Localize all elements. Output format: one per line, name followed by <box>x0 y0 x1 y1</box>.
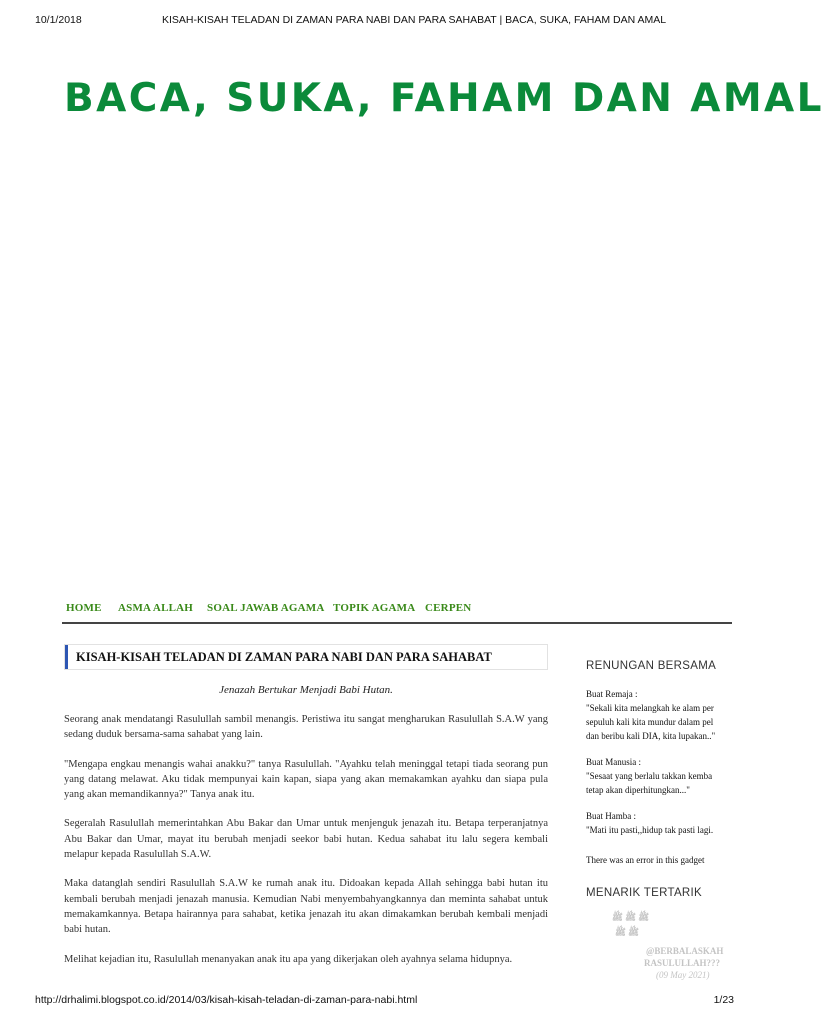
nav-cerpen[interactable]: CERPEN <box>425 602 472 614</box>
nav-topik-agama[interactable]: TOPIK AGAMA <box>333 602 416 614</box>
print-footer <box>0 994 768 1012</box>
nav-soal-jawab-agama[interactable]: SOAL JAWAB AGAMA <box>207 602 325 614</box>
sidebar-heading-menarik: MENARIK TERTARIK <box>586 887 702 899</box>
post-paragraph: Maka datanglah sendiri Rasulullah S.A.W ke rumah anak itu. Didoakan kepada Allah sehingga babi hutan itu kembali berubah menjadi jenazah manusia. Kemudian Nabi menyembahyangkannya dan meminta sahabat untuk memakamkannya. Betapa hairannya para sahabat, ketika jenazah itu akan dimakamkan berubah kembali menjadi babi hutan. <box>64 878 548 936</box>
nav-asma-allah[interactable]: ASMA ALLAH <box>118 602 194 614</box>
post-title-accent-bar <box>65 645 68 669</box>
renungan-quote-line: tetap akan diperhitungkan..." <box>586 785 690 795</box>
print-header <box>0 14 768 32</box>
print-url: http://drhalimi.blogspot.co.id/2014/03/kisah-kisah-teladan-di-zaman-para-nabi.html <box>35 994 418 1006</box>
main-nav <box>62 602 732 624</box>
blog-title[interactable]: BACA, SUKA, FAHAM DAN AMAL <box>64 76 824 121</box>
renungan-item <box>586 755 738 797</box>
renungan-item <box>586 687 738 743</box>
sidebar-heading-renungan: RENUNGAN BERSAMA <box>586 660 717 672</box>
gadget-error-text: There was an error in this gadget <box>586 855 705 865</box>
sidebar <box>586 660 738 899</box>
faded-line: ﷺ ﷺ <box>615 927 639 937</box>
post-paragraph: Segeralah Rasulullah memerintahkan Abu Bakar dan Umar untuk menjenguk jenazah itu. Betapa terperanjatnya Abu Bakar dan Umar, mayat itu berubah menjadi seekor babi hutan. Kedua sahabat itu lalu segera kembali melapur kepada Rasulullah S.A.W. <box>64 818 548 861</box>
renungan-label: Buat Hamba : <box>586 811 636 821</box>
post-subtitle: Jenazah Bertukar Menjadi Babi Hutan. <box>219 684 393 696</box>
post-title[interactable]: KISAH-KISAH TELADAN DI ZAMAN PARA NABI DAN PARA SAHABAT <box>76 650 492 664</box>
renungan-quote-line: "Sesaat yang berlalu takkan kemba <box>586 771 713 781</box>
renungan-quote-line: sepuluh kali kita mundur dalam pel <box>586 717 714 727</box>
post-body <box>64 712 548 981</box>
faded-line: ﷺ ﷺ ﷺ <box>612 912 650 922</box>
renungan-label: Buat Manusia : <box>586 757 641 767</box>
post-paragraph: "Mengapa engkau menangis wahai anakku?" tanya Rasulullah. "Ayahku telah meninggal tetapi tiada seorang pun yang datang melawat. Aku tidak mempunyai kain kapan, siapa yang akan memakamkan ayahku dan siapa pula yang akan memandikannya?" Tanya anak itu. <box>64 758 548 801</box>
renungan-label: Buat Remaja : <box>586 689 638 699</box>
nav-home[interactable]: HOME <box>66 602 102 614</box>
print-document-title: KISAH-KISAH TELADAN DI ZAMAN PARA NABI DAN PARA SAHABAT | BACA, SUKA, FAHAM DAN AMAL <box>162 14 667 26</box>
print-date: 10/1/2018 <box>35 14 82 26</box>
post-paragraph: Melihat kejadian itu, Rasulullah menanyakan anak itu apa yang dikerjakan oleh ayahnya selama hidupnya. <box>64 953 513 965</box>
renungan-quote-line: dan beribu kali DIA, kita lupakan.." <box>586 731 716 741</box>
faded-line: (09 May 2021) <box>656 970 710 980</box>
print-page-number: 1/23 <box>713 994 734 1006</box>
renungan-quote-line: "Sekali kita melangkah ke alam per <box>586 703 714 713</box>
faded-line: @BERBALASKAH <box>646 946 724 956</box>
post-title-box <box>64 644 548 670</box>
renungan-item <box>586 809 738 837</box>
post-paragraph: Seorang anak mendatangi Rasulullah sambil menangis. Peristiwa itu sangat mengharukan Rasulullah S.A.W yang sedang duduk bersama-sama sahabat yang lain. <box>64 714 548 741</box>
faded-line: RASULULLAH??? <box>644 958 721 968</box>
renungan-quote-line: "Mati itu pasti,,hidup tak pasti lagi. <box>586 825 714 835</box>
